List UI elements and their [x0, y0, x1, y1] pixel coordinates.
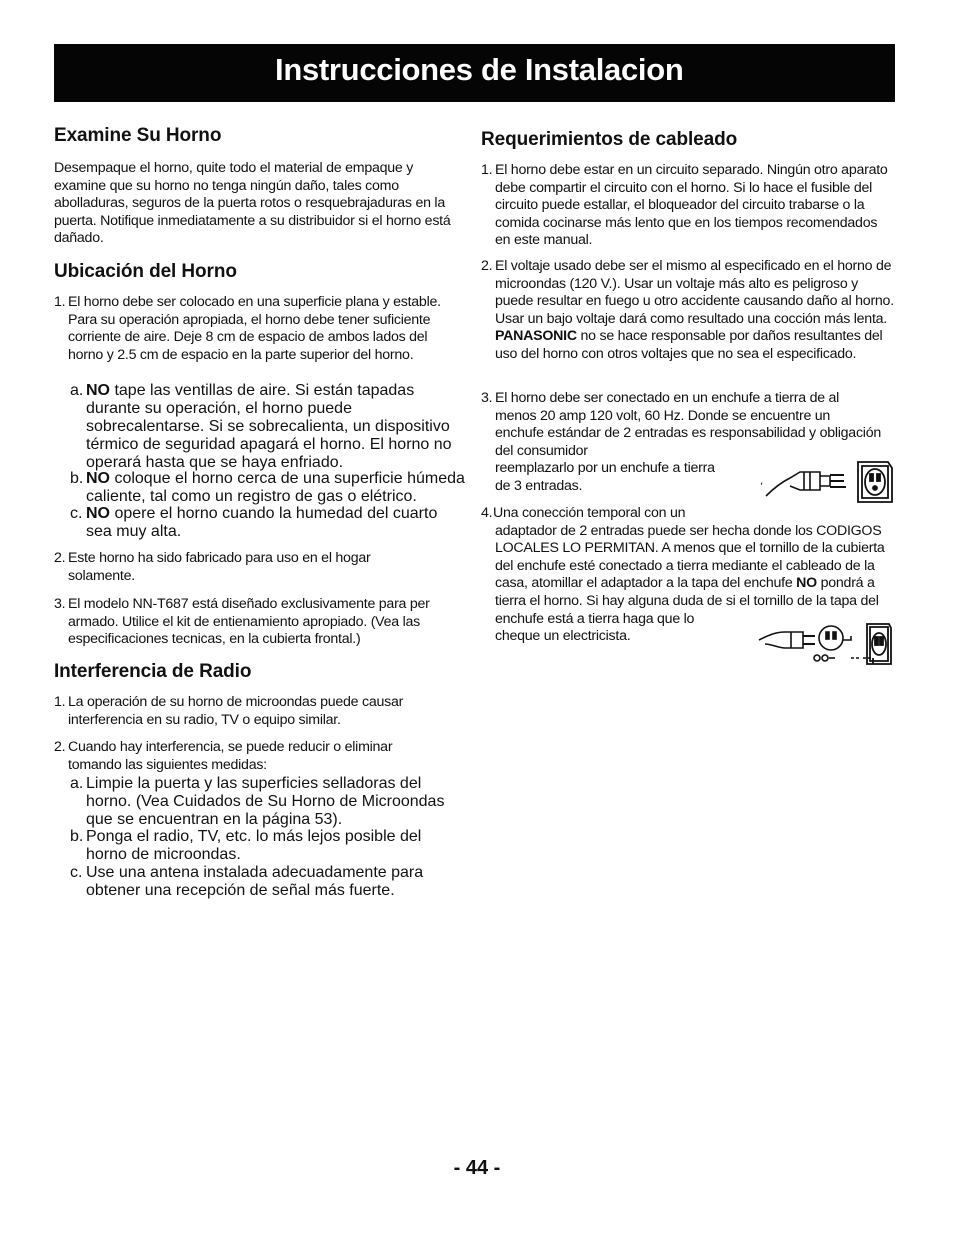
ubicacion-sub-c: c. NO opere el horno cuando la humedad del cuarto sea muy alta.	[70, 505, 438, 540]
section-heading-cableado: Requerimientos de cableado	[481, 129, 738, 150]
cableado-item-2: 2. El voltaje usado debe ser el mismo al especificado en el horno de microondas (120 V.). Usar un voltaje más alto es peligroso y puede resultar en fuego u otro accidente causando daño al horno. Usar un bajo voltaje dará como resultado una cocción más lenta. PANASONIC no se hace responsable por daños resultantes del uso del horno con otros voltajes que no sea el especificado.	[481, 258, 894, 362]
examine-paragraph: Desempaque el horno, quite todo el material de empaque y examine que su horno no tenga ningún daño, tales como abolladuras, seguros de la puerta rotos o resquebrajaduras en la puerta. Notifique inmediatamente a su distribuidor si el horno está dañado.	[54, 160, 451, 247]
section-heading-radio: Interferencia de Radio	[54, 661, 252, 682]
ubicacion-sub-a: a. NO tape las ventillas de aire. Si están tapadas durante su operación, el horno puede sobrecalentarse. Si se sobrecalienta, un dispositivo térmico de seguridad apagará el horno. El horno no operará hasta que se haya enfriado.	[70, 382, 452, 471]
page-number: - 44 -	[453, 1157, 501, 1179]
ubicacion-item-2: 2. Este horno ha sido fabricado para uso en el hogar solamente.	[54, 550, 371, 584]
radio-sub-b: b. Ponga el radio, TV, etc. lo más lejos posible del horno de microondas.	[70, 828, 422, 863]
section-heading-examine: Examine Su Horno	[54, 125, 222, 146]
radio-item-1: 1. La operación de su horno de microondas puede causar interferencia en su radio, TV o equipo similar.	[54, 694, 404, 728]
radio-sub-a: a. Limpie la puerta y las superficies selladoras del horno. (Vea Cuidados de Su Horno de Microondas que se encuentran en la página 53).	[70, 775, 445, 828]
radio-item-2: 2. Cuando hay interferencia, se puede reducir o eliminar tomando las siguientes medidas:	[54, 739, 393, 773]
radio-sub-c: c. Use una antena instalada adecuadamente para obtener una recepción de señal más fuerte.	[70, 864, 424, 899]
cableado-item-3: 3. El horno debe ser conectado en un enchufe a tierra de al menos 20 amp 120 volt, 60 Hz. Donde se encuentre un enchufe estándar de 2 entradas es responsabilidad y obligación del consumidor reemplazarlo por un enchufe a tierra de 3 entradas.	[481, 390, 881, 494]
two-slot-outlet-icon	[867, 624, 891, 664]
page-title: Instrucciones de Instalacion	[275, 52, 684, 87]
ubicacion-item-1: 1. El horno debe ser colocado en una superficie plana y estable. Para su operación apropiada, el horno debe tener suficiente corriente de aire. Deje 8 cm de espacio de ambos lados del horno y 2.5 cm de espacio en la parte superior del horno.	[54, 294, 441, 363]
header-banner	[54, 44, 895, 102]
ubicacion-item-3: 3. El modelo NN-T687 está diseñado exclusivamente para per armado. Utilice el kit de entienamiento apropiado. (Vea las especificaciones tecnicas, en la cubierta frontal.)	[54, 596, 430, 648]
cableado-item-1: 1. El horno debe estar en un circuito separado. Ningún otro aparato debe compartir el circuito con el horno. Si lo hace el fusible del circuito puede estallar, el bloqueador del circuito trabarse o la comida cocinarse más lento que en los tiempos recomendados en este manual.	[481, 162, 888, 249]
cableado-item-4: 4. Una conección temporal con un adaptador de 2 entradas puede ser hecha donde los CODIGOS LOCALES LO PERMITAN. A menos que el tornillo de la cubierta del enchufe esté conectado a tierra mediante el cableado de la casa, atomillar el adaptador a la tapa del enchufe NO pondrá a tierra el horno. Si hay alguna duda de si el tornillo de la tapa del enchufe está a tierra haga que lo cheque un electricista.	[481, 505, 885, 645]
grounded-outlet-icon	[858, 462, 892, 502]
ubicacion-sub-b: b. NO coloque el horno cerca de una superficie húmeda caliente, tal como un registro de gas o elétrico.	[70, 470, 465, 505]
three-prong-plug-icon	[766, 472, 846, 496]
section-heading-ubicacion: Ubicación del Horno	[54, 261, 237, 282]
adapter-plug-icon	[759, 626, 871, 661]
svg-text:,: ,	[760, 476, 764, 487]
adapter-plug-illustration	[755, 618, 895, 666]
three-prong-plug-illustration	[760, 458, 895, 506]
